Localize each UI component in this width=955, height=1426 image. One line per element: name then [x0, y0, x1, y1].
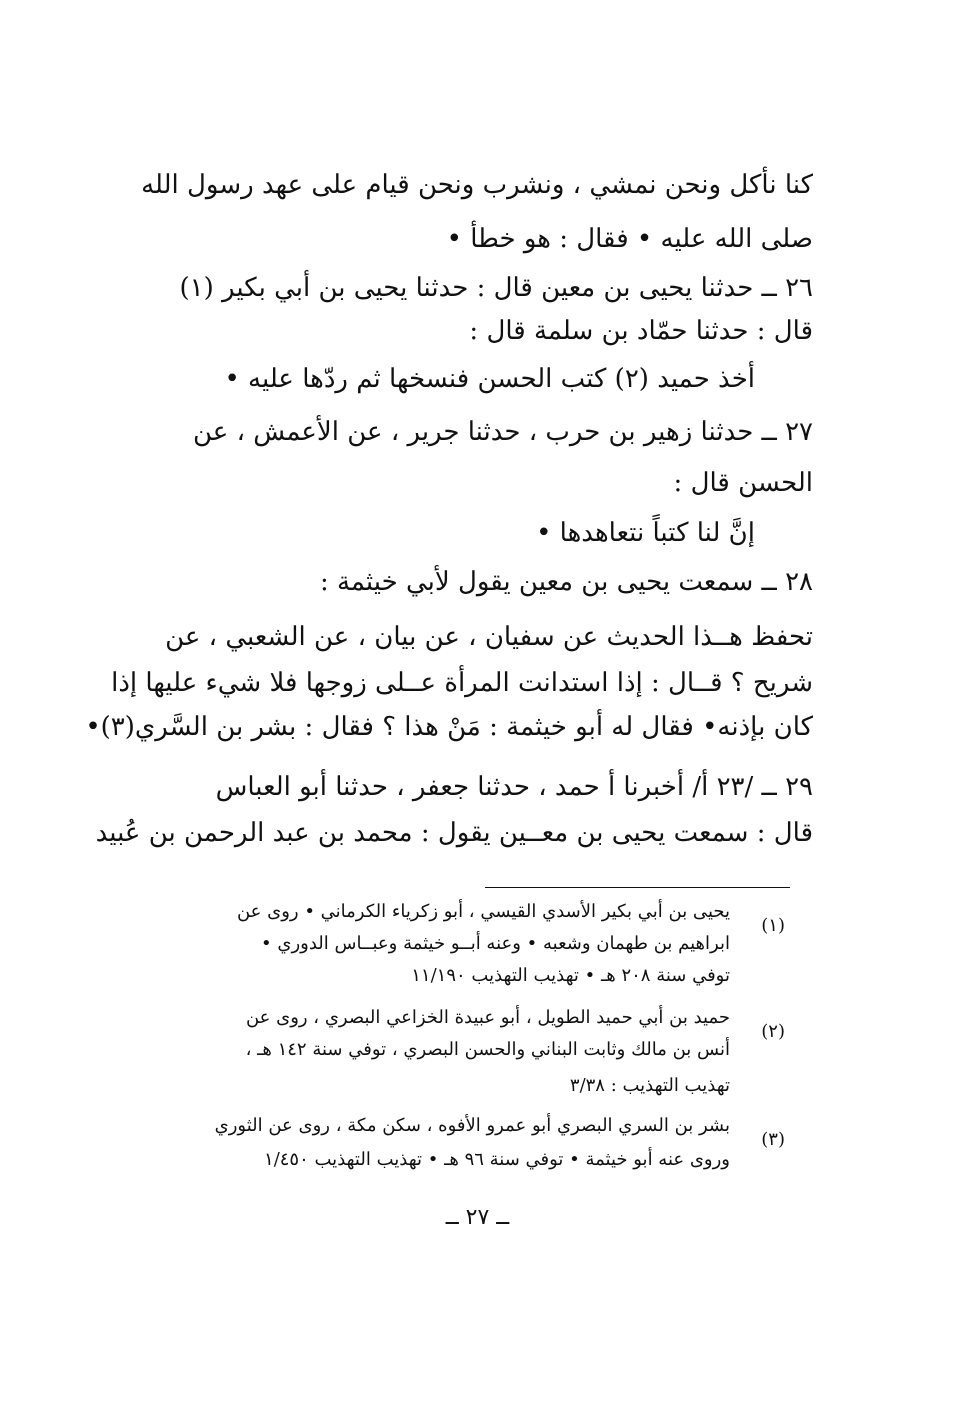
body-line-2: صلى الله عليه • فقال : هو خطأ • [446, 224, 813, 254]
footnote-3-number: (٣) [761, 1129, 785, 1150]
footnote-3-line-2: وروى عنه أبو خيثمة • توفي سنة ٩٦ هـ • تهذيب التهذيب ١/٤٥٠ [264, 1149, 730, 1170]
footnote-2-number: (٢) [761, 1021, 785, 1042]
footnote-1-line-2: ابراهيم بن طهمان وشعبه • وعنه أبــو خيثمة وعبــاس الدوري • [261, 933, 730, 954]
hadith-28-line-3: شريح ؟ قــال : إذا استدانت المرأة عــلى زوجها فلا شيء عليها إذا [111, 668, 813, 698]
body-line-1: كنا نأكل ونحن نمشي ، ونشرب ونحن قيام على عهد رسول الله [141, 170, 813, 200]
hadith-26-line-2: قال : حدثنا حمّاد بن سلمة قال : [469, 316, 813, 346]
hadith-27-line-1: ٢٧ ــ حدثنا زهير بن حرب ، حدثنا جرير ، عن الأعمش ، عن [193, 417, 813, 447]
footnote-2-line-3: تهذيب التهذيب : ٣/٣٨ [569, 1075, 730, 1096]
footnote-1-line-3: توفي سنة ٢٠٨ هـ • تهذيب التهذيب ١١/١٩٠ [411, 965, 730, 986]
footnote-1-number: (١) [761, 915, 785, 936]
footnote-separator [485, 887, 790, 888]
hadith-29-line-1: ٢٩ ــ /٢٣ أ/ أخبرنا أ حمد ، حدثنا جعفر ، حدثنا أبو العباس [215, 772, 813, 802]
hadith-27-line-2: الحسن قال : [673, 468, 813, 498]
hadith-28-line-4: كان بإذنه• فقال له أبو خيثمة : مَنْ هذا ؟ فقال : بشر بن السَّري(٣)• [85, 712, 813, 742]
footnote-1-line-1: يحيى بن أبي بكير الأسدي القيسي ، أبو زكرياء الكرماني • روى عن [236, 901, 730, 922]
hadith-26-quote: أخذ حميد (٢) كتب الحسن فنسخها ثم ردّها عليه • [224, 364, 755, 394]
footnote-2-line-2: أنس بن مالك وثابت البناني والحسن البصري ، توفي سنة ١٤٢ هـ ، [245, 1039, 730, 1060]
hadith-28-line-1: ٢٨ ــ سمعت يحيى بن معين يقول لأبي خيثمة : [319, 567, 813, 597]
hadith-29-line-2: قال : سمعت يحيى بن معــين يقول : محمد بن عبد الرحمن بن عُبيد [95, 818, 813, 848]
hadith-26-line-1: ٢٦ ــ حدثنا يحيى بن معين قال : حدثنا يحيى بن أبي بكير (١) [179, 273, 813, 303]
footnote-2-line-1: حميد بن أبي حميد الطويل ، أبو عبيدة الخزاعي البصري ، روى عن [245, 1007, 730, 1028]
hadith-27-quote: إنَّ لنا كتباً نتعاهدها • [536, 518, 755, 548]
hadith-28-line-2: تحفظ هــذا الحديث عن سفيان ، عن بيان ، عن الشعبي ، عن [165, 622, 813, 652]
footnote-3-line-1: بشر بن السري البصري أبو عمرو الأفوه ، سكن مكة ، روى عن الثوري [214, 1115, 730, 1136]
page-number: ــ ٢٧ ــ [445, 1205, 510, 1230]
